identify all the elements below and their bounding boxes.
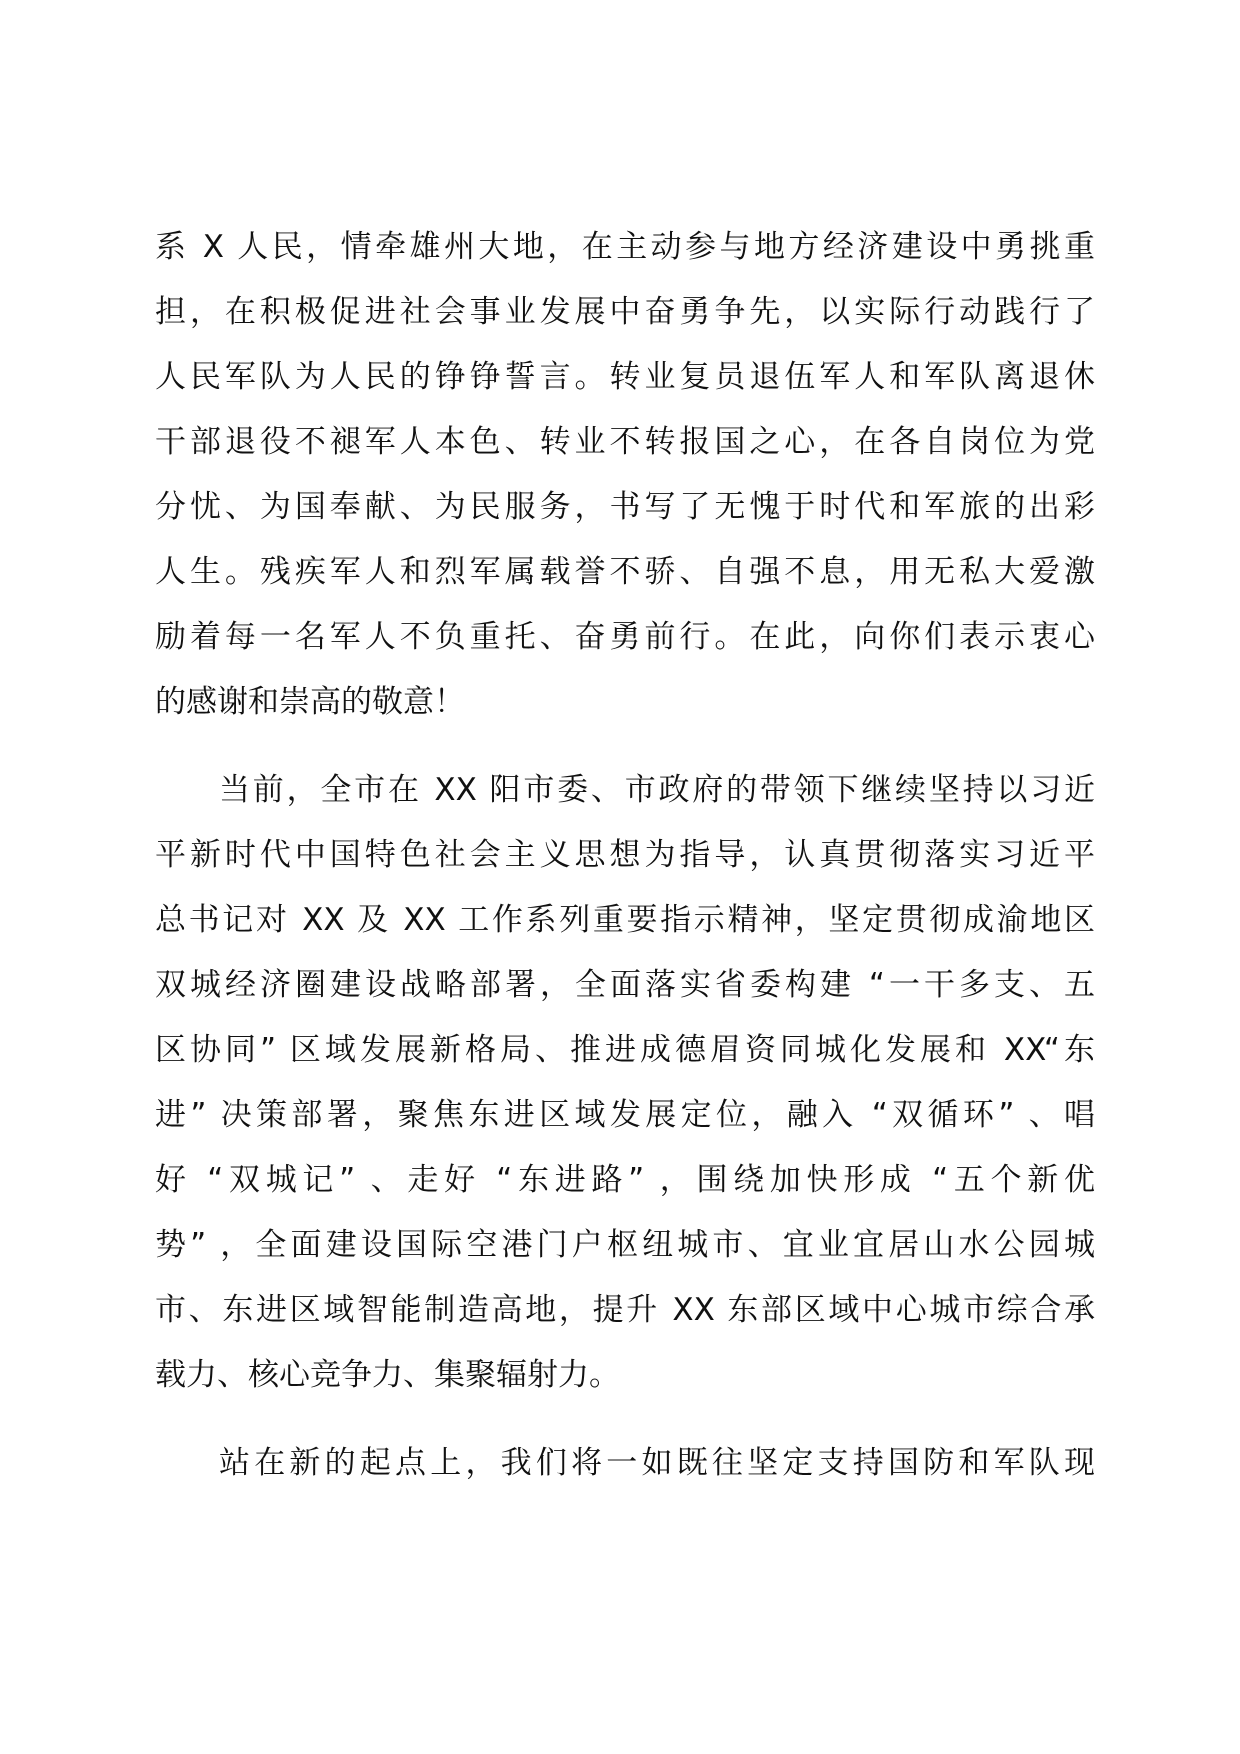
text-line: 载力、核心竞争力、集聚辐射力。 bbox=[155, 1357, 620, 1393]
text-line: 区协同” 区域发展新格局、推进成德眉资同城化发展和 XX“东 bbox=[155, 1032, 1095, 1068]
text-line: 好 “双城记” 、走好 “东进路” ，围绕加快形成 “五个新优 bbox=[155, 1162, 1095, 1198]
text-line: 站在新的起点上，我们将一如既往坚定支持国防和军队现 bbox=[219, 1445, 1095, 1481]
text-line: 市、东进区域智能制造高地，提升 XX 东部区域中心城市综合承 bbox=[155, 1292, 1095, 1328]
paragraph-1 bbox=[155, 215, 1095, 735]
body-text bbox=[155, 215, 1095, 1519]
text-line: 系 X 人民，情牵雄州大地，在主动参与地方经济建设中勇挑重 bbox=[155, 229, 1095, 265]
text-line: 进” 决策部署，聚焦东进区域发展定位，融入 “双循环” 、唱 bbox=[155, 1097, 1095, 1133]
text-line: 干部退役不褪军人本色、转业不转报国之心，在各自岗位为党 bbox=[155, 424, 1095, 460]
text-line: 人民军队为人民的铮铮誓言。转业复员退伍军人和军队离退休 bbox=[155, 359, 1095, 395]
paragraph-3 bbox=[155, 1431, 1095, 1496]
text-line: 分忧、为国奉献、为民服务，书写了无愧于时代和军旅的出彩 bbox=[155, 489, 1095, 525]
text-line: 平新时代中国特色社会主义思想为指导，认真贯彻落实习近平 bbox=[155, 837, 1095, 873]
paragraph-2 bbox=[155, 758, 1095, 1408]
text-line: 人生。残疾军人和烈军属载誉不骄、自强不息，用无私大爱激 bbox=[155, 554, 1095, 590]
text-line: 的感谢和崇高的敬意！ bbox=[155, 684, 465, 720]
text-line: 当前，全市在 XX 阳市委、市政府的带领下继续坚持以习近 bbox=[219, 772, 1095, 808]
text-line: 总书记对 XX 及 XX 工作系列重要指示精神，坚定贯彻成渝地区 bbox=[155, 902, 1095, 938]
text-line: 势” ，全面建设国际空港门户枢纽城市、宜业宜居山水公园城 bbox=[155, 1227, 1095, 1263]
text-line: 励着每一名军人不负重托、奋勇前行。在此，向你们表示衷心 bbox=[155, 619, 1095, 655]
text-line: 双城经济圈建设战略部署，全面落实省委构建 “一干多支、五 bbox=[155, 967, 1095, 1003]
text-line: 担，在积极促进社会事业发展中奋勇争先，以实际行动践行了 bbox=[155, 294, 1095, 330]
